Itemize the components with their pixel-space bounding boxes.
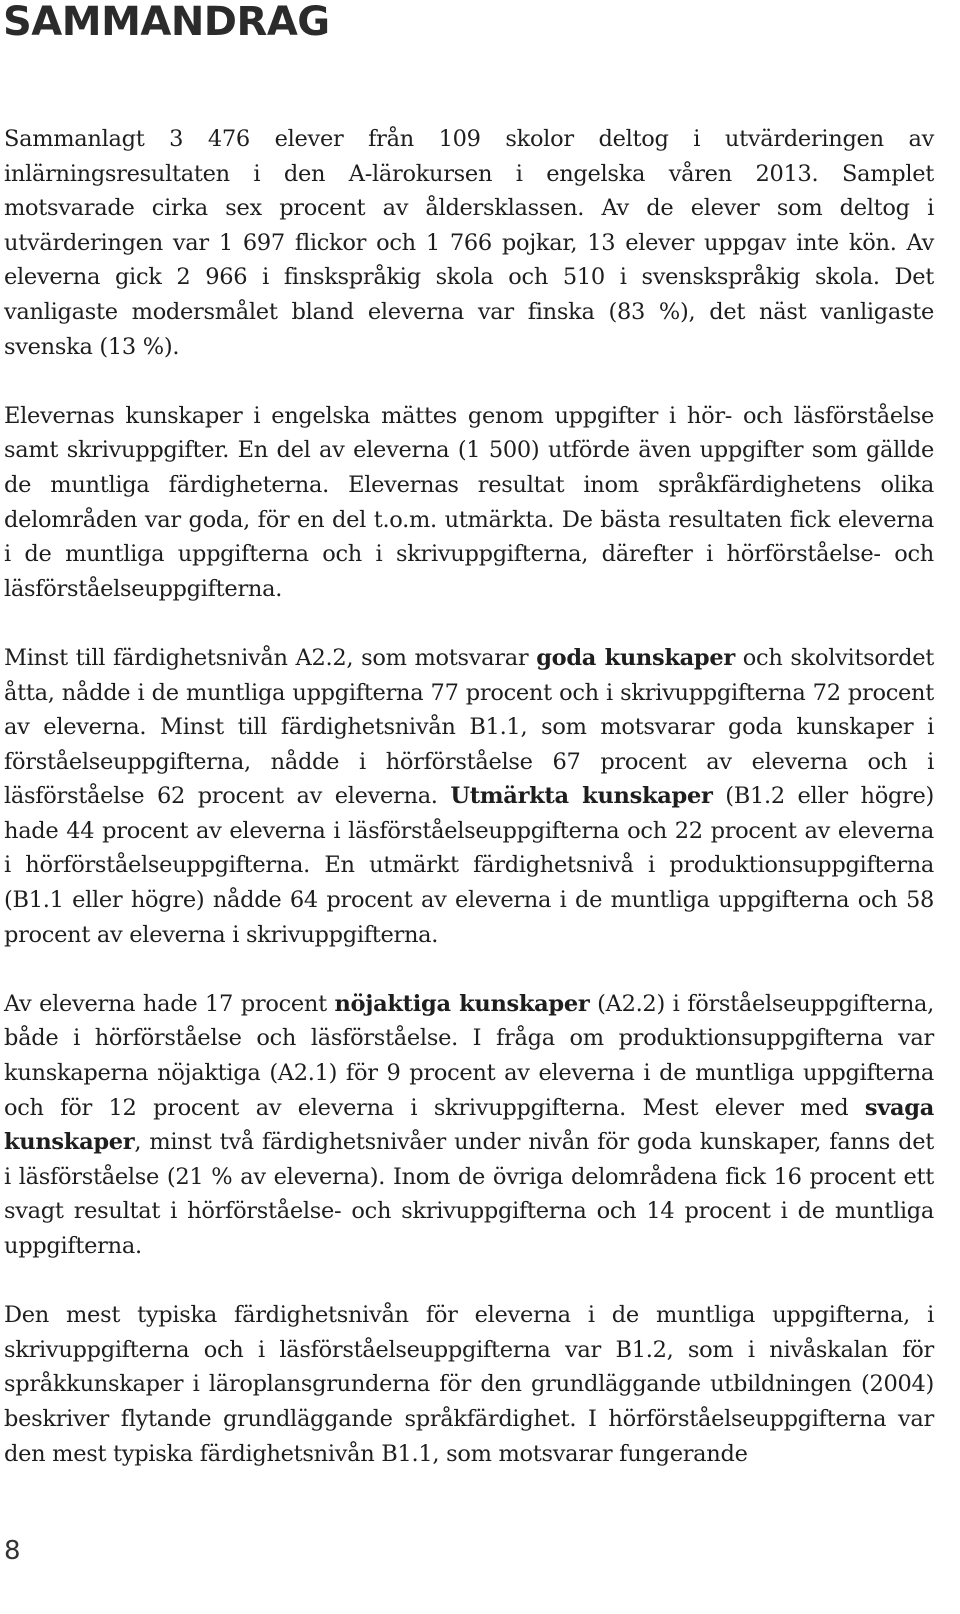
text-run: (A2.2) i förståelseuppgifterna, både i hörförståelse och läsförståelse. I fråga om produktionsuppgifterna var kunskaperna nöjaktiga (A2.1) för 9 procent av eleverna i de muntliga uppgifterna och för 12 procent av eleverna i skrivuppgifterna. Mest elever med	[4, 990, 934, 1121]
paragraph-3	[4, 641, 934, 952]
text-run: Elevernas kunskaper i engelska mättes genom uppgifter i hör- och läsförståelse samt skrivuppgifter. En del av eleverna (1 500) utförde även uppgifter som gällde de muntliga färdigheterna. Elevernas resultat inom språkfärdighetens olika delområden var goda, för en del t.o.m. utmärkta. De bästa resultaten fick eleverna i de muntliga uppgifterna och i skrivuppgifterna, därefter i hörförståelse- och läsförståelseuppgifterna.	[4, 402, 934, 602]
summary-body	[4, 122, 934, 1506]
page-number: 8	[4, 1536, 21, 1566]
paragraph-2	[4, 399, 934, 607]
text-run: Sammanlagt 3 476 elever från 109 skolor deltog i utvärderingen av inlärningsresultaten i den A-lärokursen i engelska våren 2013. Samplet motsvarade cirka sex procent av åldersklassen. Av de elever som deltog i utvärderingen var 1 697 flickor och 1 766 pojkar, 13 elever uppgav inte kön. Av eleverna gick 2 966 i finskspråkig skola och 510 i svenskspråkig skola. Det vanligaste modersmålet bland eleverna var finska (83 %), det näst vanligaste svenska (13 %).	[4, 126, 934, 360]
bold-term-nojaktiga-kunskaper: nöjaktiga kunskaper	[334, 990, 590, 1017]
text-run: (B1.2 eller högre) hade 44 procent av eleverna i läsförståelseuppgifterna och 22 procent av eleverna i hörförståelseuppgifterna. En utmärkt färdighetsnivå i produktionsuppgifterna (B1.1 eller högre) nådde 64 procent av eleverna i de muntliga uppgifterna och 58 procent av eleverna i skrivuppgifterna.	[4, 783, 935, 948]
paragraph-4	[4, 987, 934, 1264]
page-heading: SAMMANDRAG	[3, 0, 330, 45]
text-run: Minst till färdighetsnivån A2.2, som motsvarar	[4, 644, 537, 671]
text-run: och skolvitsordet åtta, nådde i de muntliga uppgifterna 77 procent och i skrivuppgifterna 72 procent av eleverna. Minst till färdighetsnivån B1.1, som motsvarar goda kunskaper i förståelseuppgifterna, nådde i hörförståelse 67 procent av eleverna och i läsförståelse 62 procent av eleverna.	[4, 644, 934, 810]
text-run: , minst två färdighetsnivåer under nivån för goda kunskaper, fanns det i läsförståelse (21 % av eleverna). Inom de övriga delområdena fick 16 procent ett svagt resultat i hörförståelse- och skrivuppgifterna och 14 procent i de muntliga uppgifterna.	[4, 1129, 934, 1259]
paragraph-5	[4, 1298, 934, 1471]
paragraph-1	[4, 122, 934, 364]
bold-term-goda-kunskaper: goda kunskaper	[536, 644, 735, 671]
bold-term-svaga-kunskaper: svaga kunskaper	[4, 1094, 934, 1156]
text-run: Av eleverna hade 17 procent	[4, 990, 335, 1017]
bold-term-utmarkta-kunskaper: Utmärkta kunskaper	[450, 783, 713, 810]
text-run: Den mest typiska färdighetsnivån för eleverna i de muntliga uppgifterna, i skrivuppgifterna och i läsförståelseuppgifterna var B1.2, som i nivåskalan för språkkunskaper i läroplansgrunderna för den grundläggande utbildningen (2004) beskriver flytande grundläggande språkfärdighet. I hörförståelseuppgifterna var den mest typiska färdighetsnivån B1.1, som motsvarar fungerande	[4, 1302, 934, 1467]
